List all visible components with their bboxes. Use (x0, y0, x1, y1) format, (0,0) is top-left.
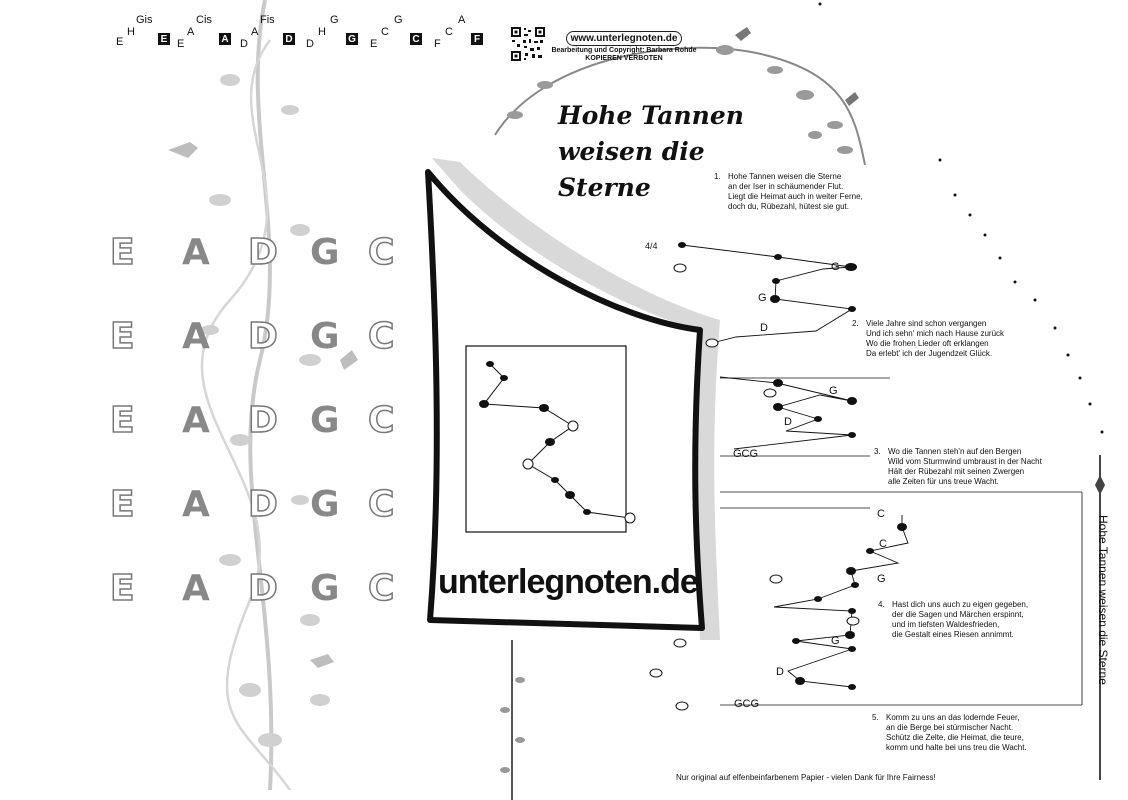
legend-note: E (177, 38, 185, 50)
verse-number: 4. (878, 600, 885, 609)
verse-line: der die Sagen und Märchen erspinnt, (892, 610, 1024, 619)
verse-line: alle Zeiten für uns treue Wacht. (888, 477, 999, 486)
string-label: D (248, 316, 278, 357)
string-label-row (110, 316, 410, 356)
verse-line: Hält der Rübezahl mit seinen Zwergen (888, 467, 1025, 476)
string-label: D (248, 568, 278, 609)
string-label: G (310, 568, 340, 609)
note-legend (110, 14, 500, 60)
string-label: G (310, 400, 340, 441)
verse-number: 2. (852, 319, 859, 328)
legend-note: A (187, 26, 195, 38)
legend-string-box: G (346, 33, 358, 45)
string-label: C (368, 400, 395, 441)
legend-note: G (394, 14, 403, 26)
string-label: C (368, 232, 395, 273)
time-signature: 4/4 (645, 241, 658, 251)
string-label: E (110, 400, 135, 441)
string-label: E (110, 568, 135, 609)
song-title (558, 98, 758, 206)
string-label: D (248, 232, 278, 273)
verse-line: doch du, Rübezahl, hütest sie gut. (728, 202, 849, 211)
verse-line: die Gestalt eines Riesen annimmt. (892, 630, 1014, 639)
website-url: www.unterlegnoten.de (566, 31, 683, 46)
legend-note: Fis (260, 14, 275, 26)
footer-note: Nur original auf elfenbeinfarbenem Papier - vielen Dank für Ihre Fairness! (676, 773, 936, 782)
verse-line: Komm zu uns an das lodernde Feuer, (886, 713, 1020, 722)
legend-note: Gis (136, 14, 153, 26)
legend-string-box: D (283, 33, 295, 45)
bottom-ornament (500, 640, 530, 800)
string-label-row (110, 568, 410, 608)
string-label: G (310, 484, 340, 525)
chord-label: G (758, 292, 767, 304)
legend-note: C (381, 26, 389, 38)
chord-label: G (831, 635, 840, 647)
string-label: C (368, 316, 395, 357)
chord-label: G (877, 573, 886, 585)
legend-note: D (306, 38, 314, 50)
legend-note: F (434, 38, 441, 50)
title-line: Sterne (558, 173, 651, 202)
chord-label: D (760, 322, 768, 334)
verse-line: Hohe Tannen weisen die Sterne (728, 172, 842, 181)
verse-line: und im tiefsten Waldesfrieden, (892, 620, 1000, 629)
legend-note: G (330, 14, 339, 26)
verse-line: Viele Jahre sind schon vergangen (866, 319, 987, 328)
verse-line: Da erlebt' ich der Jugendzeit Glück. (866, 349, 993, 358)
chord-label: C (879, 538, 887, 550)
side-title (1092, 515, 1112, 705)
verse-number: 1. (714, 172, 721, 181)
string-label: A (182, 232, 210, 273)
string-label: E (110, 232, 135, 273)
side-title-text: Hohe Tannen weisen die Sterne (1096, 515, 1110, 685)
website-badge (550, 28, 698, 64)
string-label-row (110, 484, 410, 524)
verse-line: Und ich sehn' mich nach Hause zurück (866, 329, 1005, 338)
verse-line: Wo die Tannen steh'n auf den Bergen (888, 447, 1022, 456)
legend-note: H (127, 26, 135, 38)
legend-string-box: F (471, 33, 483, 45)
legend-string-box: A (219, 33, 231, 45)
legend-note: C (445, 26, 453, 38)
legend-string-box: E (158, 33, 170, 45)
legend-note: A (458, 14, 466, 26)
chord-label: D (776, 666, 784, 678)
verse-number: 5. (872, 713, 879, 722)
chord-label: D (784, 416, 792, 428)
string-label: G (310, 232, 340, 273)
legend-note: E (370, 38, 378, 50)
chord-label: GCG (734, 698, 760, 710)
verse-line: komm und halte bei uns treu die Wacht. (886, 743, 1027, 752)
verse-line: an der Iser in schäumender Flut. (728, 182, 844, 191)
legend-note: D (240, 38, 248, 50)
legend-note: H (318, 26, 326, 38)
verse-number: 3. (874, 447, 881, 456)
chord-label: C (877, 508, 885, 520)
qr-code (510, 26, 546, 62)
legend-note: A (251, 26, 259, 38)
domain-label: unterlegnoten.de (438, 563, 698, 601)
copyright-line: Bearbeitung und Copyright: Barbara Rohde (551, 47, 697, 54)
legend-note: E (116, 36, 124, 48)
chord-label: G (829, 385, 838, 397)
verse-line: Wo die frohen Lieder oft erklangen (866, 339, 989, 348)
melody-notation (640, 235, 920, 725)
legend-string-box: C (410, 33, 422, 45)
verse-line: Hast dich uns auch zu eigen gegeben, (892, 600, 1029, 609)
string-label: E (110, 316, 135, 357)
string-label: A (182, 400, 210, 441)
string-label: D (248, 400, 278, 441)
string-label: G (310, 316, 340, 357)
title-line: weisen die (558, 137, 705, 166)
chord-label: G (831, 261, 840, 273)
verse-line: an die Berge bei stürmischer Nacht. (886, 723, 1014, 732)
copy-notice: KOPIEREN VERBOTEN (585, 55, 663, 62)
string-label-row (110, 232, 410, 272)
string-label: D (248, 484, 278, 525)
string-label: A (182, 568, 210, 609)
chord-label: GCG (733, 448, 759, 460)
string-label: A (182, 316, 210, 357)
verse-line: Wild vom Sturmwind umbraust in der Nacht (888, 457, 1042, 466)
string-label: A (182, 484, 210, 525)
string-label-row (110, 400, 410, 440)
legend-note: Cis (196, 14, 212, 26)
string-labels (110, 232, 410, 612)
string-label: C (368, 568, 395, 609)
title-line: Hohe Tannen (558, 101, 744, 130)
verse-line: Liegt die Heimat auch in weiter Ferne, (728, 192, 863, 201)
string-label: C (368, 484, 395, 525)
string-label: E (110, 484, 135, 525)
verse-line: Schütz die Zelte, die Heimat, die teure, (886, 733, 1024, 742)
